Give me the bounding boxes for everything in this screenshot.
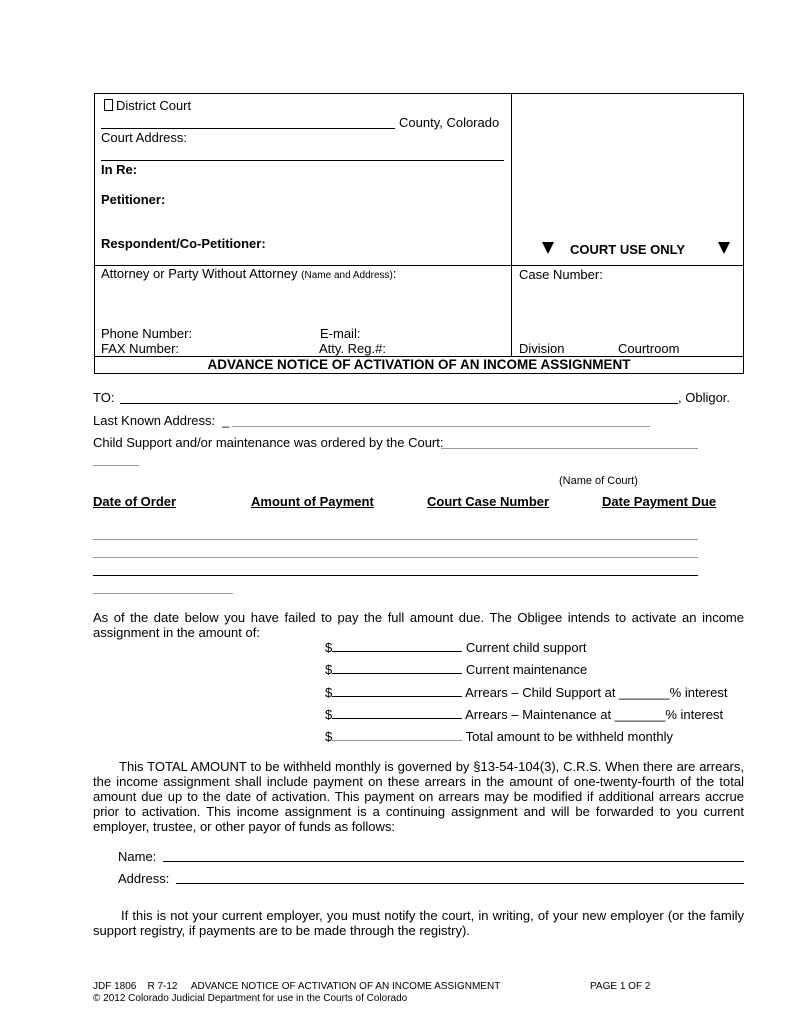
- employer-address-blank[interactable]: [176, 883, 744, 884]
- col-date-payment-due: Date Payment Due: [602, 494, 717, 509]
- to-label: TO:: [93, 390, 115, 405]
- dollar-sign: $: [325, 729, 333, 744]
- amount-row-total: [325, 729, 673, 744]
- court-address-blank[interactable]: [101, 160, 504, 161]
- district-court-label: District Court: [116, 98, 192, 113]
- caption-vertical-divider: [511, 93, 512, 356]
- in-re-label: In Re:: [101, 162, 138, 177]
- court-use-only-label: COURT USE ONLY: [570, 242, 686, 257]
- order-row-line[interactable]: [93, 557, 698, 558]
- district-court-checkbox[interactable]: [104, 99, 113, 111]
- amount-label: Arrears – Child Support at _______% interest: [465, 685, 728, 700]
- attorney-label-colon: :: [392, 266, 397, 281]
- employer-address-label: Address:: [118, 871, 170, 886]
- total-amount-paragraph: This TOTAL AMOUNT to be withheld monthly is governed by §13-54-104(3), C.R.S. When there are arrears, the income assignment shall include payment on these arrears in the amount of one-twenty-fourth of the total amount due up to the date of activation. This payment on arrears may be modified if additional arrears accrue prior to activation. This income assignment is a continuing assignment and will be forwarded to you current employer, trustee, or other payor of funds as follows:: [93, 759, 744, 834]
- footer-copyright: © 2012 Colorado Judicial Department for use in the Courts of Colorado: [93, 993, 408, 1004]
- court-name-blank-continued[interactable]: [93, 465, 139, 466]
- amount-row-child-support: [325, 640, 587, 655]
- employer-name-label: Name:: [118, 849, 157, 864]
- attorney-label-sub: (Name and Address): [301, 270, 393, 281]
- court-name-blank[interactable]: [441, 448, 698, 449]
- division-label: Division: [519, 341, 565, 356]
- amount-row-arrears-child-support: [325, 685, 727, 700]
- col-amount-of-payment: Amount of Payment: [251, 494, 374, 509]
- employer-notice-paragraph: If this is not your current employer, you must notify the court, in writing, of your new employer (or the family support registry, if payments are to be made through the registry).: [93, 908, 744, 938]
- amount-blank[interactable]: [332, 685, 462, 697]
- amount-label: Current maintenance: [465, 662, 588, 677]
- col-court-case-number: Court Case Number: [427, 494, 550, 509]
- amount-label: Current child support: [465, 640, 587, 655]
- col-date-of-order: Date of Order: [93, 494, 177, 509]
- amount-row-arrears-maintenance: [325, 707, 723, 722]
- petitioner-label: Petitioner:: [101, 192, 166, 207]
- employer-name-blank[interactable]: [163, 861, 744, 862]
- order-row-line[interactable]: [93, 593, 233, 594]
- email-label: E-mail:: [320, 326, 361, 341]
- to-blank[interactable]: [120, 403, 678, 404]
- last-known-address-label: Last Known Address:: [93, 413, 216, 428]
- order-row-line[interactable]: [93, 575, 698, 576]
- arrow-down-icon: [542, 242, 554, 254]
- ordered-by-label: Child Support and/or maintenance was ordered by the Court:: [93, 435, 444, 450]
- attorney-label-main: Attorney or Party Without Attorney: [101, 266, 298, 281]
- amount-blank[interactable]: [332, 662, 462, 674]
- courtroom-label: Courtroom: [618, 341, 680, 356]
- failed-paragraph: As of the date below you have failed to pay the full amount due. The Obligee intends to activate an income assignment in the amount of:: [93, 610, 744, 640]
- last-known-address-blank[interactable]: [232, 426, 650, 427]
- order-row-line[interactable]: [93, 539, 698, 540]
- amount-row-maintenance: [325, 662, 587, 677]
- atty-reg-label: Atty. Reg.#:: [319, 341, 386, 356]
- fax-label: FAX Number:: [101, 341, 180, 356]
- dollar-sign: $: [325, 640, 333, 655]
- arrow-down-icon: [718, 242, 730, 254]
- dollar-sign: $: [325, 707, 333, 722]
- respondent-label: Respondent/Co-Petitioner:: [101, 236, 266, 251]
- name-of-court-caption: (Name of Court): [559, 475, 638, 487]
- dollar-sign: $: [325, 685, 333, 700]
- court-address-label: Court Address:: [101, 130, 187, 145]
- dollar-sign: $: [325, 662, 333, 677]
- amount-blank[interactable]: [332, 729, 462, 741]
- footer-page-number: PAGE 1 OF 2: [590, 981, 651, 992]
- last-known-underscore: _: [222, 413, 230, 428]
- amount-blank[interactable]: [332, 707, 462, 719]
- case-number-label: Case Number:: [519, 267, 603, 282]
- amount-label: Arrears – Maintenance at _______% interest: [465, 707, 724, 722]
- obligor-label: , Obligor.: [678, 390, 731, 405]
- phone-label: Phone Number:: [101, 326, 193, 341]
- form-title: ADVANCE NOTICE OF ACTIVATION OF AN INCOME ASSIGNMENT: [207, 357, 631, 372]
- county-blank[interactable]: [101, 128, 395, 129]
- amount-label: Total amount to be withheld monthly: [465, 729, 674, 744]
- attorney-label: [101, 266, 397, 281]
- county-colorado-label: County, Colorado: [399, 115, 500, 130]
- footer-form-id: JDF 1806 R 7-12 ADVANCE NOTICE OF ACTIVATION OF AN INCOME ASSIGNMENT: [93, 981, 501, 992]
- amount-blank[interactable]: [332, 640, 462, 652]
